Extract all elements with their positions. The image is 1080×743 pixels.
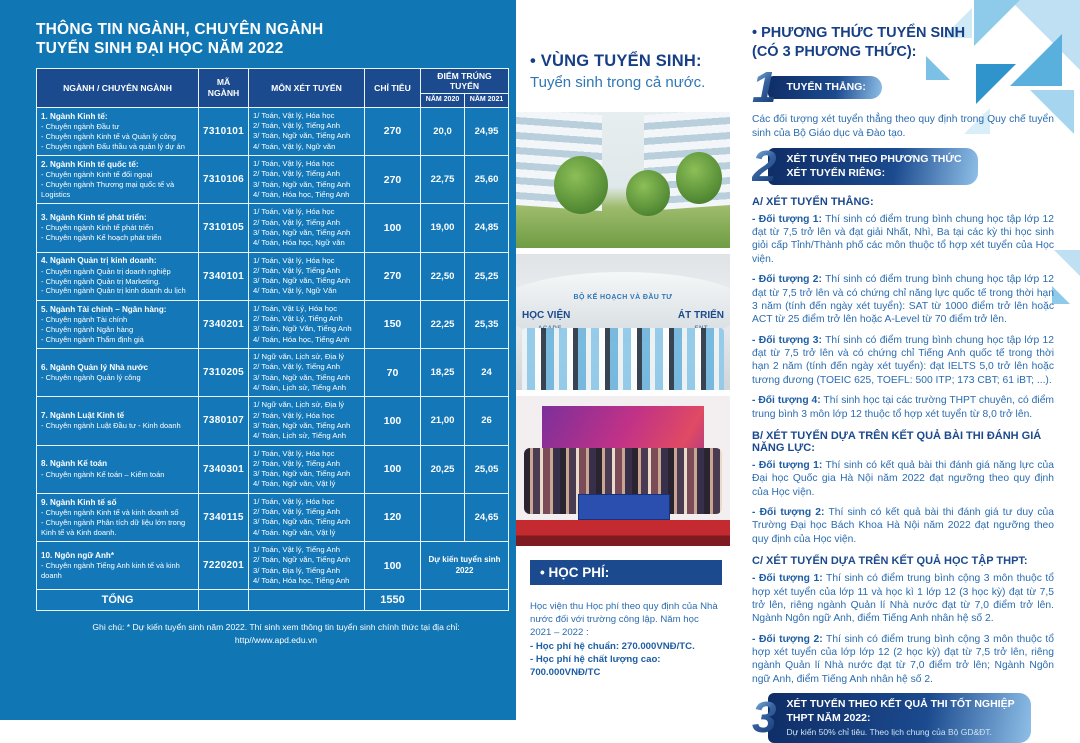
total-value: 1550	[365, 590, 421, 611]
target-c1: - Đối tượng 1: Thí sinh có điểm trung bình cộng 3 môn thuộc tổ hợp xét tuyển của lớp 11 và học kì 1 lớp 12 (3 học kỳ) đạt từ 7,5 trở lên, riêng ngành Quản lí Nhà nước đạt từ 7,0 điểm trở lên. Ngành Ngôn ngữ Anh, điểm Tiếng Anh nhân hệ số 2.	[752, 573, 1054, 625]
triangle-decoration	[1052, 286, 1070, 304]
table-row: 9. Ngành Kinh tế số - Chuyên ngành Kinh tế và kinh doanh số - Chuyên ngành Phân tích dữ liệu lớn trong Kinh tế và Kinh doanh. 7340115 1/ Toán, Vật lý, Hóa học 2/ Toán, Vật lý, Tiếng Anh 3/ Toán, Ngữ văn, Tiếng Anh 4/ Toán. Ngữ văn, Vật lý 120 24,65	[37, 493, 509, 541]
expected-2022-note: Dự kiến tuyển sinh 2022	[421, 542, 509, 590]
section-a-heading: A/ XÉT TUYỂN THẲNG:	[752, 195, 874, 208]
col-header-chi-tieu: CHỈ TIÊU	[365, 68, 421, 107]
method-3-header	[752, 693, 1054, 743]
target-b2: - Đối tượng 2: Thí sinh có kết quả bài thi đánh giá tư duy của Trường Đại học Bách Khoa Hà Nội năm 2022 đạt ngưỡng theo quy định của Học viện.	[752, 507, 1054, 545]
table-row: 8. Ngành Kế toán - Chuyên ngành Kế toán – Kiểm toán 7340301 1/ Toán, Vật lý, Hóa học 2/ Toán, Vật lý, Tiếng Anh 3/ Toán, Ngữ văn, Tiếng Anh 4/ Toán, Ngữ văn, Vật lý 100 20,25 25,05	[37, 445, 509, 493]
methods-title: • PHƯƠNG THỨC TUYỂN SINH (CÓ 3 PHƯƠNG THỨC):	[752, 25, 966, 60]
campus-photo	[516, 112, 730, 248]
campus-tree	[676, 152, 722, 204]
title-line2: TUYỂN SINH ĐẠI HỌC NĂM 2022	[36, 40, 284, 58]
students-event-photo	[516, 396, 730, 546]
tuition-text	[530, 600, 722, 679]
region-header	[516, 0, 730, 91]
method-2-number: 2	[752, 142, 777, 192]
admission-table-panel	[0, 0, 516, 720]
tuition-banner: • HỌC PHÍ:	[530, 560, 722, 585]
method-2-header	[752, 142, 1054, 192]
col-header-nganh: NGÀNH / CHUYÊN NGÀNH	[37, 68, 199, 107]
target-a3: - Đối tượng 3: Thí sinh có điểm trung bình chung học tập lớp 12 đạt từ 7,5 trở lên và có chứng chỉ Tiếng Anh quốc tế trong thời hạn 2 năm (tính đến ngày xét tuyển): đạt IELTS 5,0 trở lên hoặc tương đương (TOEIC 625, TOEFL: 500 ITP; 173 CBT; 61 iBT; ...).	[752, 334, 1054, 386]
target-b1: - Đối tượng 1: Thí sinh có kết quả bài thi đánh giá năng lực của Đại học Quốc gia Hà Nội năm 2022 đạt ngưỡng theo quy định của Học viện.	[752, 459, 1054, 498]
method-1-header	[752, 62, 1054, 112]
methods-panel	[730, 0, 1080, 743]
table-row: 1. Ngành Kinh tế: - Chuyên ngành Đầu tư - Chuyên ngành Kinh tế và Quản lý công - Chuyên ngành Đấu thầu và quản lý dự án 7310101 1/ Toán, Vật lý, Hóa học 2/ Toán, Vật lý, Tiếng Anh 3/ Toán, Ngữ văn, Tiếng Anh 4/ Toán, Vật lý, Ngữ văn 270 20,0 24,95	[37, 107, 509, 155]
table-total-row	[37, 590, 509, 611]
left-panel-title	[36, 20, 516, 59]
col-header-mon-xet-tuyen: MÔN XÉT TUYỂN	[249, 68, 365, 107]
middle-panel	[516, 0, 730, 720]
region-subtitle: Tuyển sinh trong cả nước.	[530, 74, 706, 91]
people-row	[522, 328, 724, 390]
title-line1: THÔNG TIN NGÀNH, CHUYÊN NGÀNH	[36, 21, 324, 38]
admission-table	[36, 68, 509, 612]
table-row: 4. Ngành Quản trị kinh doanh: - Chuyên ngành Quản trị doanh nghiệp - Chuyên ngành Quản trị Marketing. - Chuyên ngành Quản trị kinh doanh du lịch 7340101 1/ Toán, Vật lý, Hóa học 2/ Toán, Vật lý, Tiếng Anh 3/ Toán, Ngữ văn, Tiếng Anh 4/ Toán, Vật lý, Ngữ Văn 270 22,50 25,25	[37, 252, 509, 300]
col-header-nam-2020: NĂM 2020	[421, 94, 465, 107]
tuition-high-quality: - Học phí hệ chất lượng cao: 700.000VNĐ/TC	[530, 653, 661, 679]
target-a4: - Đối tượng 4: Thí sinh học tại các trường THPT chuyên, có điểm trung bình 3 môn lớp 12 thuộc tổ hợp xét tuyển từ 8,0 trở lên.	[752, 395, 1055, 420]
method-2-banner: XÉT TUYỂN THEO PHƯƠNG THỨC XÉT TUYỂN RIÊNG:	[768, 148, 977, 185]
method-3-banner: XÉT TUYỂN THEO KẾT QUẢ THI TỐT NGHIỆP THPT NĂM 2022: Dự kiến 50% chỉ tiêu. Theo lịch chung của Bộ GD&ĐT.	[768, 693, 1030, 743]
table-row: 3. Ngành Kinh tế phát triển: - Chuyên ngành Kinh tế phát triển - Chuyên ngành Kế hoạch phát triển 7310105 1/ Toán, Vật lý, Hóa học 2/ Toán, Vật lý, Tiếng Anh 3/ Toán, Ngữ văn, Tiếng Anh 4/ Toán, Hóa học, Ngữ văn 100 19,00 24,85	[37, 204, 509, 252]
section-c-heading: C/ XÉT TUYỂN DỰA TRÊN KẾT QUẢ HỌC TẬP THPT:	[752, 555, 1028, 568]
section-b-heading: B/ XÉT TUYỂN DỰA TRÊN KẾT QUẢ BÀI THI ĐÁNH GIÁ NĂNG LỰC:	[752, 429, 1042, 454]
col-header-ma-nganh: MÃ NGÀNH	[199, 68, 249, 107]
col-header-diem-trung-tuyen: ĐIỂM TRÚNG TUYỂN	[421, 68, 509, 94]
target-c2: - Đối tượng 2: Thí sinh có điểm trung bình cộng 3 môn thuộc tổ hợp xét tuyển của lớp lớp 12 (2 học kỳ) đạt từ 7,5 trở lên, riêng ngành Quản lí Nhà nước đạt từ 7,0 điểm trở lên; Ngành Ngôn ngữ Anh, điểm Tiếng Anh nhân hệ số 2.	[752, 633, 1054, 685]
campus-tree	[554, 156, 608, 214]
table-header-row	[37, 68, 509, 94]
table-row: 2. Ngành Kinh tế quốc tế: - Chuyên ngành Kinh tế đối ngoại - Chuyên ngành Thương mại quốc tế và Logistics 7310106 1/ Toán, Vật lý, Hóa học 2/ Toán, Vật lý, Tiếng Anh 3/ Toán, Ngữ văn, Tiếng Anh 4/ Toán, Hóa học, Tiếng Anh 270 22,75 25,60	[37, 156, 509, 204]
stage	[516, 520, 730, 546]
method-1-number: 1	[752, 62, 777, 112]
footnote: Ghi chú: * Dự kiến tuyển sinh năm 2022. Thí sinh xem thông tin tuyển sinh chính thức tại địa chỉ: http//www.apd.edu.vn	[92, 622, 460, 645]
method-3-subtext: Dự kiến 50% chỉ tiêu. Theo lịch chung của Bộ GD&ĐT.	[786, 727, 992, 738]
region-title: • VÙNG TUYỂN SINH:	[530, 52, 702, 70]
staff-group-photo	[516, 254, 730, 390]
table-row: 5. Ngành Tài chính – Ngân hàng: - Chuyên ngành Tài chính - Chuyên ngành Ngân hàng - Chuyên ngành Thẩm định giá 7340201 1/ Toán, Vật Lý, Hóa học 2/ Toán, Vật Lý, Tiếng Anh 3/ Toán, Ngữ Văn, Tiếng Anh 4/ Toán, Hóa học, Tiếng Anh 150 22,25 25,35	[37, 300, 509, 348]
method-1-text: Các đối tượng xét tuyển thẳng theo quy định trong Quy chế tuyển sinh của Bộ Giáo dục và Đào tạo.	[752, 114, 1054, 139]
class-banner	[578, 494, 670, 520]
table-row: 7. Ngành Luật Kinh tế - Chuyên ngành Luật Đầu tư - Kinh doanh 7380107 1/ Ngữ văn, Lịch sử, Địa lý 2/ Toán, Vật lý, Hóa học 3/ Toán, Ngữ văn, Tiếng Anh 4/ Toán, Lịch sử, Tiếng Anh 100 21,00 26	[37, 397, 509, 445]
facade-text-academy: HỌC VIỆN ÁT TRIỂN	[522, 310, 724, 321]
triangle-decoration	[1054, 250, 1080, 276]
facade-text-ministry: BỘ KẾ HOẠCH VÀ ĐẦU TƯ	[573, 294, 673, 301]
method-1-banner: TUYỂN THẲNG:	[768, 76, 881, 100]
table-row: 10. Ngôn ngữ Anh* - Chuyên ngành Tiếng Anh kinh tế và kinh doanh 7220201 1/ Toán, Vật lý, Tiếng Anh 2/ Toán, Ngữ văn, Tiếng Anh 3/ Toán, Địa lý, Tiếng Anh 4/ Toán, Hóa học, Tiếng Anh 100 Dự kiến tuyển sinh 2022	[37, 542, 509, 590]
campus-tree	[626, 170, 670, 216]
table-row: 6. Ngành Quản lý Nhà nước - Chuyên ngành Quản lý công 7310205 1/ Ngữ văn, Lịch sử, Địa lý 2/ Toán, Vật lý, Tiếng Anh 3/ Toán, Ngữ văn, Tiếng Anh 4/ Toán, Lịch sử, Tiếng Anh 70 18,25 24	[37, 349, 509, 397]
target-a1: - Đối tượng 1: Thí sinh có điểm trung bình chung học tập lớp 12 đạt từ 7,5 trở lên và đạt giải Nhất, Nhì, Ba tại các kỳ thi học sinh giỏi cấp Tỉnh/Thành phố các môn thuộc tổ hợp xét tuyển của Học viện.	[752, 213, 1054, 265]
total-label: TỔNG	[37, 590, 199, 611]
method-3-number: 3	[752, 693, 777, 743]
tuition-paragraph: Học viện thu Học phí theo quy định của Nhà nước đối với trường công lập. Năm học 2021 – 2022 :	[530, 601, 718, 639]
tuition-standard: - Học phí hệ chuẩn: 270.000VNĐ/TC.	[530, 640, 695, 652]
col-header-nam-2021: NĂM 2021	[465, 94, 509, 107]
target-a2: - Đối tượng 2: Thí sinh có điểm trung bình chung học tập lớp 12 đạt từ 7,5 trở lên và có chứng chỉ năng lực quốc tế trong thời hạn 3 năm (tính đến ngày xét tuyển): SAT từ 1000 điểm trở lên hoặc ACT từ 25 điểm trở lên hoặc A-Level từ 70 điểm trở lên.	[752, 274, 1054, 326]
